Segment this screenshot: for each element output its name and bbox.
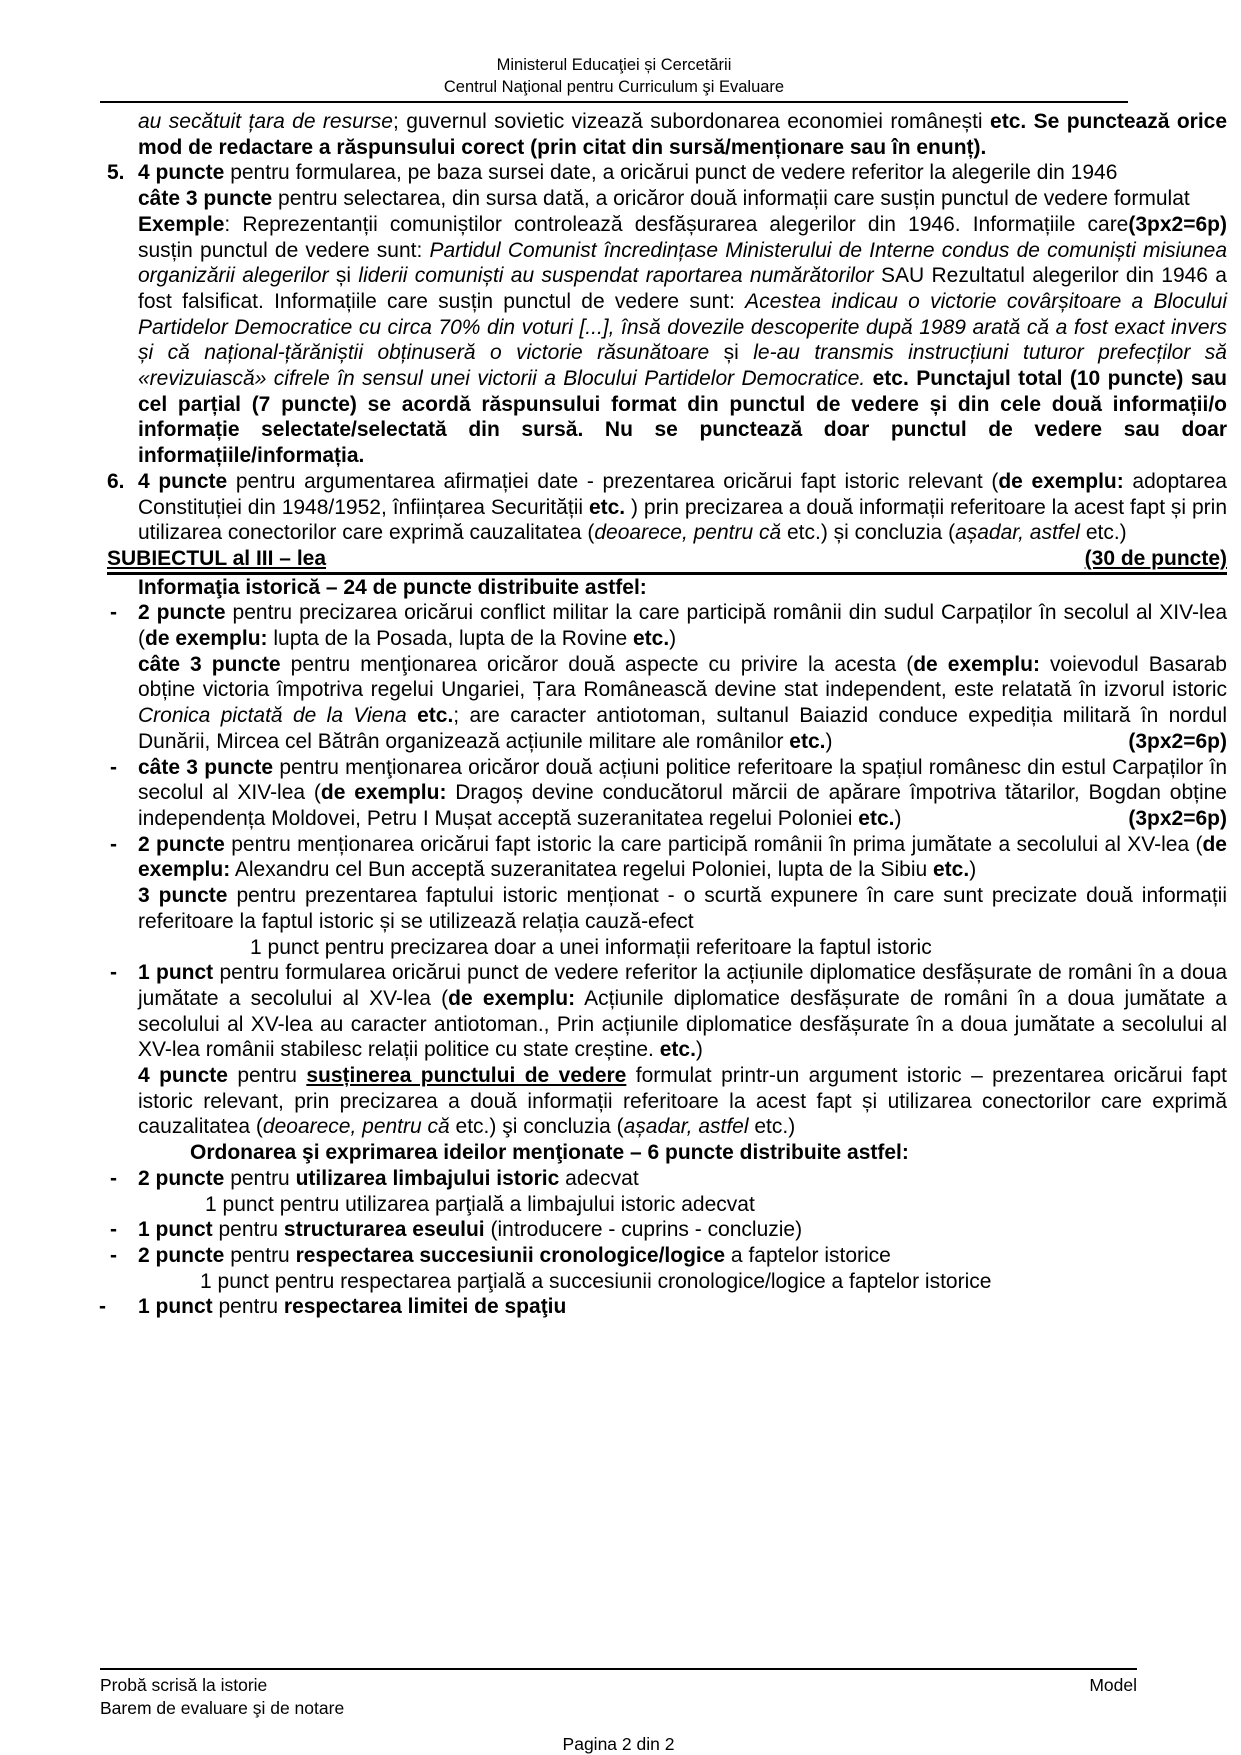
list-marker: 6. (107, 469, 125, 493)
text-run: pentru (212, 1218, 284, 1242)
text-run: etc.) (1079, 521, 1127, 545)
list-marker: - (110, 1218, 117, 1242)
text-run: susținerea punctului de vedere (306, 1064, 627, 1088)
text-run: Informaţia istorică – 24 de puncte distribuite astfel: (138, 575, 647, 599)
text-run: pentru menţionarea oricăror două aspecte cu privire la acesta ( (280, 652, 914, 676)
subject-heading (107, 546, 1227, 575)
text-run: a faptelor istorice (725, 1243, 891, 1267)
text-run: 4 puncte (138, 469, 228, 493)
text-run: ) (669, 627, 677, 651)
text-run: ; guvernul sovietic vizează subordonarea economiei românești (392, 110, 991, 133)
header-line-center: Centrul Naţional pentru Curriculum şi Evaluare (443, 77, 785, 96)
text-run: lupta de la Posada, lupta de la Rovine (267, 627, 633, 651)
text-run: formulat printr-un argument istoric – prezentarea oricărui fapt istoric relevant, prin precizarea a două informații referitoare la acest fapt și utilizarea conectorilor care exprimă cauzalitatea ( (138, 1064, 1227, 1139)
text-run: ) prin precizarea a două informații referitoare la acest fapt și prin utilizarea conectorilor care exprimă cauzalitatea ( (138, 495, 1228, 545)
text-run (865, 367, 872, 390)
text-run: câte 3 puncte (138, 652, 281, 676)
text-run: respectarea limitei de spaţiu (283, 1295, 567, 1319)
footer-exam-type: Probă scrisă la istorie (100, 1675, 268, 1695)
text-run: etc. (933, 858, 970, 882)
text-run: pentru formularea oricărui punct de vedere referitor la acțiunile diplomatice desfășurate de români în a doua jumătate a secolului al XV-lea ( (138, 961, 1227, 1010)
list-marker: 5. (107, 161, 125, 185)
text-run: pentru precizarea oricărui conflict militar la care participă românii din sudul Carpaților în secolul al XIV-lea ( (138, 601, 1227, 651)
paragraph (138, 1063, 1227, 1140)
text-run: câte 3 puncte (138, 755, 274, 779)
text-run: voievodul Basarab obține victoria împotriva regelui Ungariei, Țara Românească devine stat independent, este relatată în izvorul istoric (138, 652, 1227, 702)
list-item (107, 160, 1227, 186)
text-run: (introducere - cuprins - concluzie) (484, 1218, 803, 1242)
list-marker: - (110, 1243, 117, 1267)
list-item (110, 960, 1227, 1063)
text-run: deoarece, pentru că (594, 521, 782, 545)
paragraph (138, 652, 1227, 755)
text-run: 1 punct pentru precizarea doar a unei informații referitoare la faptul istoric (250, 935, 932, 959)
list-item (110, 755, 1227, 832)
text-run: pentru formularea, pe baza sursei date, a oricărui punct de vedere referitor la alegerile din 1946 (224, 161, 1118, 185)
list-item (110, 600, 1227, 651)
paragraph (250, 935, 1227, 961)
paragraph (190, 1140, 1227, 1166)
text-run: pentru (227, 1064, 307, 1088)
paragraph (138, 109, 1227, 160)
text-run: de exemplu: (145, 627, 268, 651)
text-run: pentru (224, 1243, 296, 1267)
text-run: 1 punct (138, 961, 214, 985)
text-run: : Reprezentanții comuniștilor controlează desfășurarea alegerilor din 1946. Informațiile care susțin punctul de vedere sunt: (138, 212, 1129, 262)
text-run: de exemplu: (448, 986, 576, 1010)
text-run: Acestea indicau o victorie covârșitoare a Blocului Partidelor Democratice cu circa 70% din voturi [...], însă dovezile descoperite după 1989 arată că a fost exact invers și că național-țărăniștii obținuseră o victorie răsunătoare (138, 289, 1227, 365)
footer-model-label: Model (1089, 1675, 1137, 1695)
text-run: etc. (406, 704, 454, 728)
list-marker: - (110, 832, 117, 856)
paragraph (200, 1269, 1227, 1295)
text-run: au secătuit țara de resurse (138, 110, 393, 133)
text-run: Cronica pictată de la Viena (138, 704, 407, 728)
paragraph (205, 1192, 1227, 1218)
text-run: așadar, astfel (955, 521, 1080, 545)
text-run: de exemplu: (913, 652, 1040, 676)
score-label: (3px2=6p) (1128, 806, 1227, 830)
text-run: ; are caracter antiotoman, sultanul Baiazid conduce expediția militară în nordul Dunării, Mircea cel Bătrân organizează acțiunile militare ale românilor (138, 704, 1227, 753)
text-run: 4 puncte (138, 1064, 228, 1088)
list-marker: - (110, 755, 117, 779)
text-run: liderii comuniști au suspendat raportarea numărătorilor (358, 264, 874, 288)
text-run: structurarea eseului (283, 1218, 485, 1242)
text-run: Exemple (138, 212, 225, 236)
list-marker: - (99, 1295, 106, 1319)
footer-barem-label: Barem de evaluare şi de notare (100, 1698, 345, 1718)
text-run: 1 punct (138, 1295, 213, 1319)
text-run: etc.) (748, 1115, 796, 1139)
list-marker: - (110, 1166, 117, 1190)
text-run: de exemplu: (998, 469, 1124, 493)
text-run: SAU Rezultatul alegerilor din 1946 a fost falsificat. Informațiile care susțin punctul de vedere sunt: (138, 264, 1227, 313)
list-marker: - (110, 601, 117, 625)
list-marker: - (110, 961, 117, 985)
score-label: (3px2=6p) (1128, 729, 1227, 753)
text-run: pentru argumentarea afirmației date - prezentarea oricărui fapt istoric relevant ( (227, 469, 999, 493)
text-run: ) (825, 729, 833, 753)
subject-points: (30 de puncte) (1084, 546, 1227, 570)
text-run: etc. Se punctează orice mod de redactare a răspunsului corect (prin citat din sursă/menționare sau în enunț). (138, 110, 1228, 159)
document-body (0, 103, 1241, 1320)
text-run: 3 puncte (138, 884, 228, 908)
text-run: 2 puncte (138, 601, 226, 625)
text-run: etc. Punctajul total (10 puncte) sau cel parțial (7 puncte) se acordă răspunsului format din punctul de vedere și din cele două informații/o informație selectate/selectată din sursă. Nu se punctează doar punctul de vedere sau doar informațiile/informația. (138, 367, 1227, 468)
document-header (100, 0, 1128, 103)
footer-page-number: Pagina 2 din 2 (562, 1734, 675, 1754)
subject-title: SUBIECTUL al III – lea (107, 546, 327, 570)
text-run: 1 punct (138, 1218, 213, 1242)
score-label: (3px2=6p) (1128, 212, 1227, 236)
text-run: utilizarea limbajului istoric (295, 1166, 560, 1190)
list-item (110, 1166, 1227, 1192)
text-run: adecvat (559, 1166, 639, 1190)
text-run: câte 3 puncte (138, 187, 273, 211)
text-run: deoarece, pentru că (262, 1115, 450, 1139)
text-run: Dragoș devine conducătorul mărcii de apărare împotriva tătarilor, Bogdan obține independența Moldovei, Petru I Mușat acceptă suzeranitatea regelui Poloniei (138, 781, 1227, 830)
text-run: Partidul Comunist încredințase Ministerului de Interne condus de comuniști misiunea organizării alegerilor (138, 238, 1227, 288)
text-run: pentru menţionarea oricăror două acțiuni politice referitoare la spațiul românesc din estul Carpaților în secolul al XIV-lea ( (138, 755, 1227, 805)
text-run: 4 puncte (138, 161, 225, 185)
text-run: 1 punct pentru respectarea parţială a succesiunii cronologice/logice a faptelor istorice (200, 1269, 992, 1293)
text-run: Ordonarea şi exprimarea ideilor menţionate – 6 puncte distribuite astfel: (190, 1141, 909, 1165)
list-item (110, 832, 1227, 883)
text-run: ) (695, 1038, 703, 1062)
text-run: 1 punct pentru utilizarea parţială a limbajului istoric adecvat (205, 1192, 755, 1216)
text-run: Acțiunile diplomatice desfășurate de români în a doua jumătate a secolului al XV-lea au caracter antiotoman., Prin acțiunile diplomatice desfășurate în a doua jumătate a secolului al XV-lea românii stabilesc relații politice cu state creștine. (138, 986, 1227, 1062)
list-item (110, 1217, 1227, 1243)
list-item (110, 1243, 1227, 1269)
list-item (99, 1294, 1227, 1320)
text-run: pentru prezentarea faptului istoric menționat - o scurtă expunere în care sunt precizate două informații referitoare la faptul istoric și se utilizează relația cauză-efect (138, 884, 1227, 933)
document-footer (100, 1668, 1137, 1755)
text-run: etc.) şi concluzia ( (449, 1115, 624, 1139)
text-run: și (328, 264, 359, 288)
text-run: Alexandru cel Bun acceptă suzeranitatea regelui Poloniei, lupta de la Sibiu (230, 858, 933, 882)
text-run: etc. (659, 1038, 696, 1062)
paragraph (138, 212, 1227, 469)
text-run: etc.) și concluzia ( (781, 521, 956, 545)
text-run: ) (969, 858, 977, 882)
text-run: de exemplu: (138, 832, 1227, 882)
text-run: etc. (789, 729, 826, 753)
text-run: pentru selectarea, din sursa dată, a oricăror două informații care susțin punctul de vedere formulat (272, 187, 1190, 211)
text-run: 2 puncte (138, 1243, 225, 1267)
paragraph (138, 575, 1227, 601)
text-run: respectarea succesiunii cronologice/logice (295, 1243, 726, 1267)
text-run: etc. (588, 495, 626, 519)
text-run: le-au transmis instrucțiuni tuturor prefecților să «revizuiască» cifrele în sensul unei victorii a Blocului Partidelor Democratice. (138, 341, 1227, 391)
footer-row-1 (100, 1674, 1137, 1697)
text-run: pentru (224, 1166, 296, 1190)
list-item (107, 469, 1228, 546)
text-run: de exemplu: (320, 781, 447, 805)
text-run: și (709, 341, 754, 365)
text-run: pentru (212, 1295, 284, 1319)
paragraph (138, 883, 1227, 934)
text-run: 2 puncte (138, 832, 225, 856)
text-run: așadar, astfel (623, 1115, 749, 1139)
text-run: adoptarea Constituției din 1948/1952, înființarea Securității (138, 469, 1227, 519)
text-run: etc. (858, 806, 895, 830)
text-run: ) (894, 806, 902, 830)
text-run: 2 puncte (138, 1166, 225, 1190)
text-run: pentru menționarea oricărui fapt istoric la care participă românii în prima jumătate a secolului al XV-lea ( (224, 832, 1203, 856)
header-line-ministry: Ministerul Educaţiei și Cercetării (496, 56, 732, 74)
text-run: etc. (632, 627, 670, 651)
